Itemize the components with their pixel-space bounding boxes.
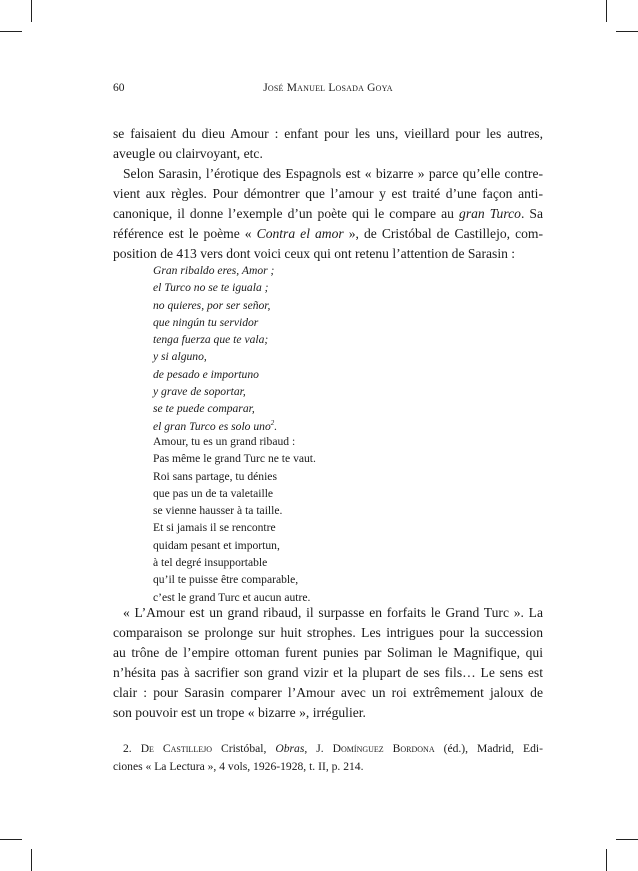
text-line: n’hésita pas à sacrifier son grand vizir et la plupart de ses fils… Le sens est: [113, 665, 543, 681]
verse-line: el Turco no se te iguala ;: [153, 281, 269, 295]
text-line: « L’Amour est un grand ribaud, il surpasse en forfaits le Grand Turc ». La: [123, 605, 543, 620]
text-line: position de 413 vers dont voici ceux qui ont retenu l’attention de Sarasin :: [113, 246, 516, 262]
verse-line: se te puede comparar,: [153, 402, 255, 416]
text-line: Selon Sarasin, l’érotique des Espagnols est « bizarre » parce qu’elle contre-: [123, 166, 543, 181]
verse-line: Gran ribaldo eres, Amor ;: [153, 264, 275, 277]
footnote: [113, 740, 543, 776]
verse-line: Pas même le grand Turc ne te vaut.: [153, 452, 316, 466]
text-line: comparaison se prolonge sur huit strophes. Les intrigues pour la succession: [113, 625, 543, 641]
verse-line: à tel degré insupportable: [153, 556, 268, 570]
text-line: vient aux règles. Pour démontrer que l’amour y est traité d’une façon anti-: [113, 186, 543, 202]
footnote-line: 2. De Castillejo Cristóbal, Obras, J. Domínguez Bordona (éd.), Madrid, Edi-: [123, 742, 543, 755]
verse-line: quidam pesant et importun,: [153, 538, 280, 552]
verse-line: se vienne hausser à ta taille.: [153, 504, 283, 518]
text-line: référence est le poème « Contra el amor », de Cristóbal de Castillejo, com-: [113, 226, 543, 242]
text-line: clair : pour Sarasin comparer l’Amour avec un roi extrêmement jaloux de: [113, 685, 543, 701]
page-number: 60: [113, 82, 125, 94]
crop-mark: [31, 0, 32, 22]
verse-line: no quieres, por ser señor,: [153, 298, 271, 312]
footnote-line: ciones « La Lectura », 4 vols, 1926-1928, t. II, p. 214.: [113, 760, 364, 773]
verse-spanish: [153, 262, 277, 435]
crop-mark: [31, 849, 32, 871]
crop-mark: [606, 849, 607, 871]
footnote-reference[interactable]: 2: [270, 418, 275, 427]
verse-line: Amour, tu es un grand ribaud :: [153, 435, 296, 448]
verse-line: qu’il te puisse être comparable,: [153, 573, 299, 587]
text-line: se faisaient du dieu Amour : enfant pour les uns, vieillard pour les autres,: [113, 126, 543, 141]
crop-mark: [606, 0, 607, 22]
paragraph-2: [113, 164, 543, 264]
verse-line: el gran Turco es solo uno$^2$.: [153, 418, 278, 433]
verse-line: de pesado e importuno: [153, 367, 259, 381]
verse-line: Et si jamais il se rencontre: [153, 521, 276, 535]
verse-line: tenga fuerza que te vala;: [153, 333, 269, 347]
text-line: canonique, il donne l’exemple d’un poète qui le compare au gran Turco. Sa: [113, 206, 544, 222]
paragraph-1: [113, 124, 543, 164]
verse-line: que pas un de ta valetaille: [153, 486, 274, 500]
footnote-number: 2.: [123, 742, 132, 755]
verse-line: c’est le grand Turc et aucun autre.: [153, 590, 311, 604]
verse-line: y si alguno,: [153, 350, 207, 364]
verse-french: [153, 433, 316, 606]
running-head-author: José Manuel Losada Goya: [263, 82, 393, 94]
text-line: au trône de l’empire ottoman furent punies par Soliman le Magnifique, qui: [113, 645, 543, 661]
verse-line: y grave de soportar,: [153, 385, 246, 399]
verse-line: que ningún tu servidor: [153, 315, 259, 329]
crop-mark: [616, 839, 638, 840]
text-line: son pouvoir est un trope « bizarre », irrégulier.: [113, 705, 366, 721]
crop-mark: [0, 31, 22, 32]
text-line: aveugle ou clairvoyant, etc.: [113, 146, 263, 162]
crop-mark: [616, 31, 638, 32]
verse-line: Roi sans partage, tu dénies: [153, 469, 277, 483]
paragraph-3: [113, 603, 543, 724]
running-header: [113, 82, 543, 98]
crop-mark: [0, 839, 22, 840]
